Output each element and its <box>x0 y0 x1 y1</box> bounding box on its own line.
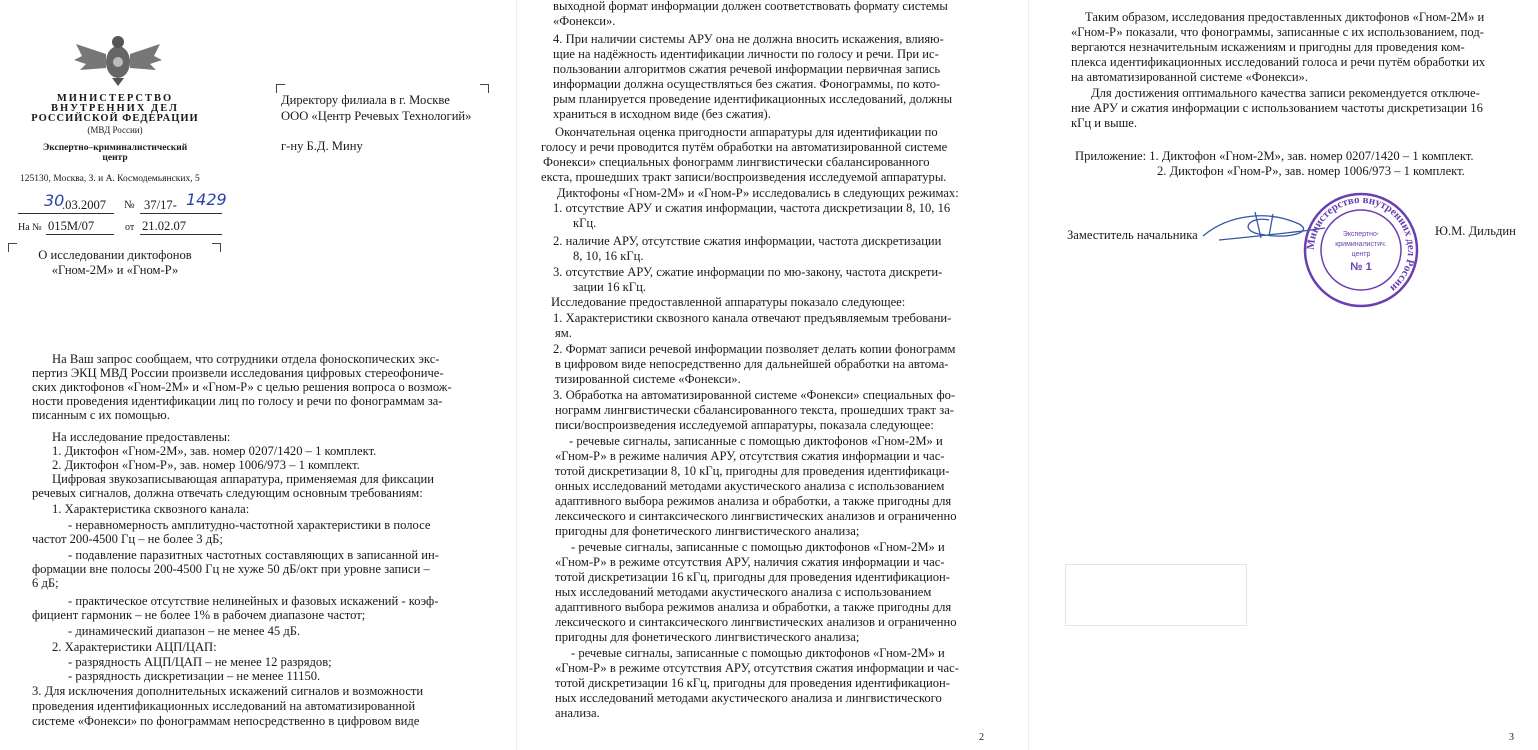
body-line: пригодны для фонетического лингвистического анализа; <box>555 524 860 538</box>
reply-from-label: от <box>125 222 135 233</box>
body-line: 3. Для исключения дополнительных искажений сигналов и возможности <box>32 684 424 698</box>
body-line: екста, прошедших тракт записи/воспроизведения исследуемой аппаратуры. <box>541 170 947 184</box>
ministry-line-4: (МВД России) <box>87 125 143 135</box>
body-line: 8, 10, 16 кГц. <box>573 249 644 263</box>
body-line: - неравномерность амплитудно-частотной характеристики в полосе <box>68 518 431 532</box>
body-line: голосу и речи проводится путём обработки на автоматизированной системе <box>541 140 948 154</box>
body-line: На исследование предоставлены: <box>52 430 231 444</box>
body-line: «Гном-Р» показали, что фонограммы, записанные с их использованием, под- <box>1071 25 1484 39</box>
stamp-outer-text: Министерство внутренних дел России <box>1304 193 1418 295</box>
body-line: - речевые сигналы, записанные с помощью диктофонов «Гном-2М» и <box>569 434 943 448</box>
letter-page-1 <box>0 0 516 750</box>
center-line-2: центр <box>102 153 128 163</box>
body-line: речевых сигналов, должна отвечать следующим основным требованиям: <box>32 486 423 500</box>
body-line: - речевые сигналы, записанные с помощью диктофонов «Гном-2М» и <box>571 540 945 554</box>
body-line: 4. При наличии системы АРУ она не должна вносить искажения, влияю- <box>553 32 944 46</box>
body-line: 6 дБ; <box>32 576 59 590</box>
body-line: ных исследований методами акустического анализа и лингвистического <box>555 691 942 705</box>
ministry-line-3: РОССИЙСКОЙ ФЕДЕРАЦИИ <box>31 113 199 124</box>
body-line: - разрядность АЦП/ЦАП – не менее 12 разрядов; <box>68 655 332 669</box>
body-line: системе «Фонекси» по фонограммам непосредственно в цифровом виде <box>32 714 420 728</box>
address: 125130, Москва, З. и А. Космодемьянских, 5 <box>20 174 200 184</box>
body-line: - разрядность дискретизации – не менее 11150. <box>68 669 321 683</box>
signer-name: Ю.М. Дильдин <box>1435 224 1516 238</box>
body-line: «Гном-Р» в режиме наличия АРУ, отсутствия сжатия информации и час- <box>555 449 945 463</box>
body-line: адаптивного выбора режимов анализа и обработки, а также пригодны для <box>555 494 952 508</box>
recipient-line-2: ООО «Центр Речевых Технологий» <box>281 109 472 123</box>
body-line: Фонекси» специальных фонограмм лингвистически сбалансированного <box>543 155 930 169</box>
body-line: пертиз ЭКЦ МВД России произвели исследования цифровых стереофониче- <box>32 366 444 380</box>
body-line: Окончательная оценка пригодности аппаратуры для идентификации по <box>555 125 938 139</box>
body-line: ние АРУ и сжатия информации с использованием частоты дискретизации 16 <box>1071 101 1483 115</box>
body-line: 1. отсутствие АРУ и сжатия информации, частота дискретизации 8, 10, 16 <box>553 201 951 215</box>
date-handwritten: 30 <box>44 191 65 210</box>
body-line: информации должна осуществляться без сжатия. Фонограммы, по кото- <box>553 77 941 91</box>
body-line: Таким образом, исследования предоставленных диктофонов «Гном-2М» и <box>1085 10 1485 24</box>
signer-title: Заместитель начальника <box>1067 228 1198 242</box>
body-line: писанным с их помощью. <box>32 408 170 422</box>
page-number: 2 <box>979 732 984 743</box>
body-line: зации 16 кГц. <box>573 280 646 294</box>
body-line: 1. Диктофон «Гном-2М», зав. номер 0207/1420 – 1 комплект. <box>52 444 377 458</box>
body-line: тотой дискретизации 8, 10 кГц, пригодны для проведения идентификаци- <box>555 464 950 478</box>
body-line: - динамический диапазон – не менее 45 дБ. <box>68 624 301 638</box>
body-line: На Ваш запрос сообщаем, что сотрудники отдела фоноскопических экс- <box>52 352 440 366</box>
reply-to-number: 015М/07 <box>48 219 95 233</box>
body-line: на автоматизированной системе «Фонекси». <box>1071 70 1308 84</box>
outgoing-number: 37/17- <box>144 198 177 212</box>
attachment-line-1: Приложение: 1. Диктофон «Гном-2М», зав. номер 0207/1420 – 1 комплект. <box>1075 149 1474 163</box>
body-line: тотой дискретизации 16 кГц, пригодны для проведения идентификацион- <box>555 570 950 584</box>
body-line: фициент гармоник – не более 1% в рабочем диапазоне частот; <box>32 608 366 622</box>
body-line: пользовании алгоритмов сжатия речевой информации первичная запись <box>553 62 941 76</box>
outgoing-number-label: № <box>124 199 135 211</box>
eagle-emblem-icon <box>72 30 164 86</box>
body-line: выходной формат информации должен соответствовать формату системы <box>553 0 948 13</box>
stamp-inner-3: центр <box>1351 251 1371 258</box>
body-line: лексического и синтаксического лингвистических анализов и ограниченно <box>555 615 957 629</box>
body-line: «Гном-Р» в режиме отсутствия АРУ, наличия сжатия информации и час- <box>555 555 945 569</box>
page-number: 3 <box>1509 732 1514 743</box>
body-line: анализа. <box>555 706 600 720</box>
body-line: кГц и выше. <box>1071 116 1138 130</box>
body-line: 2. Формат записи речевой информации позволяет делать копии фонограмм <box>553 342 956 356</box>
official-stamp <box>1301 190 1421 310</box>
recipient-line-1: Директору филиала в г. Москве <box>281 93 450 107</box>
body-line: пригодны для фонетического лингвистического анализа; <box>555 630 860 644</box>
letter-page-2 <box>516 0 1029 750</box>
body-line: «Фонекси». <box>553 14 616 28</box>
body-line: 2. Характеристики АЦП/ЦАП: <box>52 640 217 654</box>
body-line: храниться в исходном виде (без сжатия). <box>553 107 771 121</box>
letter-page-3 <box>1028 0 1538 750</box>
ministry-line-2: ВНУТРЕННИХ ДЕЛ <box>51 103 179 114</box>
body-line: ных исследований методами акустического анализа с использованием <box>555 585 932 599</box>
body-line: ских диктофонов «Гном-2М» и «Гном-Р» с целью решения вопроса о возмож- <box>32 380 452 394</box>
body-line: формации вне полосы 200-4500 Гц не хуже 50 дБ/окт при уровне записи – <box>32 562 430 576</box>
body-line: - речевые сигналы, записанные с помощью диктофонов «Гном-2М» и <box>571 646 945 660</box>
body-line: Для достижения оптимального качества записи рекомендуется отключе- <box>1091 86 1480 100</box>
subject-line-2: «Гном-2М» и «Гном-Р» <box>51 263 179 277</box>
body-line: кГц. <box>573 216 597 230</box>
body-line: нограмм лингвистически сбалансированного текста, прошедших тракт за- <box>555 403 954 417</box>
body-line: Диктофоны «Гном-2М» и «Гном-Р» исследовались в следующих режимах: <box>557 186 959 200</box>
body-line: ности проведения идентификации лиц по голосу и речи по фонограммам за- <box>32 394 443 408</box>
body-line: лексического и синтаксического лингвистических анализов и ограниченно <box>555 509 957 523</box>
body-line: частот 200-4500 Гц – не более 3 дБ; <box>32 532 223 546</box>
body-line: писи/воспроизведения исследуемой аппаратуры, показала следующее: <box>555 418 934 432</box>
body-line: Исследование предоставленной аппаратуры показало следующее: <box>551 295 906 309</box>
attachment-line-2: 2. Диктофон «Гном-Р», зав. номер 1006/973 – 1 комплект. <box>1157 164 1465 178</box>
body-line: 2. Диктофон «Гном-Р», зав. номер 1006/973 – 1 комплект. <box>52 458 360 472</box>
body-line: 1. Характеристики сквозного канала отвечают предъявляемым требовани- <box>553 311 952 325</box>
body-line: «Гном-Р» в режиме отсутствия АРУ, отсутствия сжатия информации и час- <box>555 661 959 675</box>
outgoing-number-handwritten: 1429 <box>186 190 227 209</box>
reply-to-label: На № <box>18 222 42 233</box>
subject-line-1: О исследовании диктофонов <box>38 248 192 262</box>
body-line: 2. наличие АРУ, отсутствие сжатия информации, частота дискретизации <box>553 234 942 248</box>
stamp-inner-4: № 1 <box>1350 261 1372 273</box>
body-line: плекса идентификационных исследований голоса и речи путём обработки их <box>1071 55 1486 69</box>
body-line: - практическое отсутствие нелинейных и фазовых искажений - коэф- <box>68 594 439 608</box>
body-line: тотой дискретизации 16 кГц, пригодны для проведения идентификацион- <box>555 676 950 690</box>
body-line: 1. Характеристика сквозного канала: <box>52 502 250 516</box>
body-line: проведения идентификационных исследований на автоматизированной <box>32 699 416 713</box>
body-line: в цифровом виде непосредственно для дальнейшей обработки на автома- <box>555 357 949 371</box>
body-line: вергаются незначительным искажениям и пригодны для проведения ком- <box>1071 40 1465 54</box>
body-line: щие на надёжность идентификации личности по голосу и речи. При ис- <box>553 47 939 61</box>
center-line-1: Экспертно–криминалистический <box>42 143 188 153</box>
ministry-line-1: МИНИСТЕРСТВО <box>56 93 174 104</box>
body-line: 3. Обработка на автоматизированной системе «Фонекси» специальных фо- <box>553 388 956 402</box>
body-line: - подавление паразитных частотных составляющих в записанной ин- <box>68 548 439 562</box>
faded-stamp-box <box>1065 564 1247 626</box>
body-line: онных исследований методами акустического анализа с использованием <box>555 479 945 493</box>
date-value: .03.2007 <box>62 198 107 212</box>
body-line: ям. <box>555 326 572 340</box>
stamp-inner-1: Экспертно- <box>1342 231 1380 238</box>
body-line: адаптивного выбора режимов анализа и обработки, а также пригодны для <box>555 600 952 614</box>
body-line: Цифровая звукозаписывающая аппаратура, применяемая для фиксации <box>52 472 435 486</box>
body-line: тизированной системе «Фонекси». <box>555 372 741 386</box>
reply-from-date: 21.02.07 <box>142 219 187 233</box>
body-line: 3. отсутствие АРУ, сжатие информации по мю-закону, частота дискрети- <box>553 265 943 279</box>
recipient-name: г-ну Б.Д. Мину <box>281 139 363 153</box>
stamp-inner-2: криминалистич. <box>1335 241 1387 248</box>
body-line: рым планируется проведение идентификационных исследований, должны <box>553 92 953 106</box>
